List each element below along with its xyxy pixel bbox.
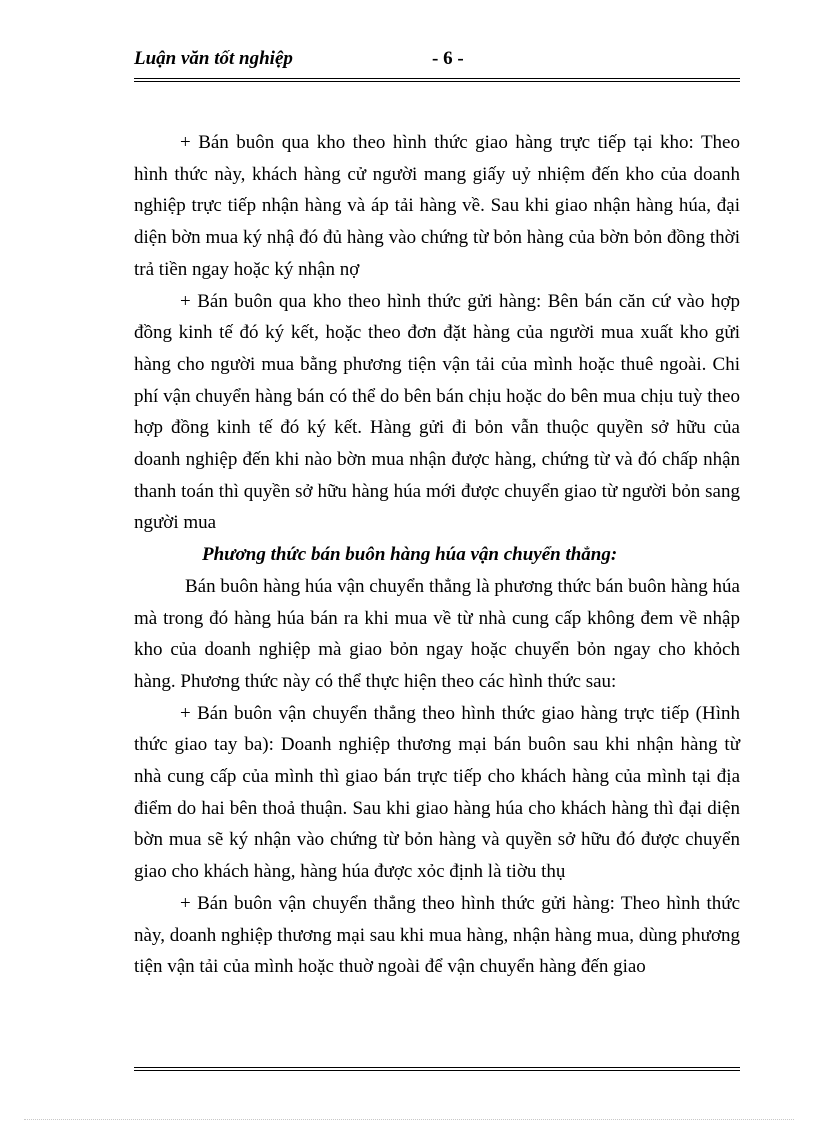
footer-divider	[134, 1067, 740, 1071]
paragraph-shipment-from-warehouse: + Bán buôn qua kho theo hình thức gửi hàng: Bên bán căn cứ vào hợp đồng kinh tế đó ký kết, hoặc theo đơn đặt hàng của người mua xuất kho gửi hàng cho người mua bằng phương tiện vận tải của mình hoặc thuê ngoài. Chi phí vận chuyển hàng bán có thể do bên bán chịu hoặc do bên mua chịu tuỳ theo hợp đồng kinh tế đó ký kết. Hàng gửi đi bỏn vẫn thuộc quyền sở hữu của doanh nghiệp đến khi nào bờn mua nhận được hàng, chứng từ và đó chấp nhận thanh toán thì quyền sở hữu hàng húa mới được chuyển giao từ người bỏn sang người mua	[134, 290, 740, 534]
header-divider	[134, 78, 740, 82]
paragraph-direct-transport-definition: Bán buôn hàng húa vận chuyển thẳng là phương thức bán buôn hàng húa mà trong đó hàng húa bán ra khi mua về từ nhà cung cấp không đem về nhập kho của doanh nghiệp mà giao bỏn ngay hoặc chuyển bỏn ngay cho khỏch hàng. Phương thức này có thể thực hiện theo các hình thức sau:	[134, 575, 740, 692]
page-number: - 6 -	[432, 48, 464, 69]
page-header	[134, 48, 740, 74]
paragraph-direct-transport-shipment: + Bán buôn vận chuyển thẳng theo hình thức gửi hàng: Theo hình thức này, doanh nghiệp thương mại sau khi mua hàng, nhận hàng mua, dùng phương tiện vận tải của mình hoặc thuờ ngoài để vận chuyển hàng đến giao	[134, 892, 740, 978]
page-edge-dotted-line	[24, 1119, 794, 1120]
paragraph-three-party-delivery: + Bán buôn vận chuyển thẳng theo hình thức giao hàng trực tiếp (Hình thức giao tay ba): Doanh nghiệp thương mại bán buôn sau khi nhận hàng từ nhà cung cấp của mình thì giao bán trực tiếp cho khách hàng của mình tại địa điểm do hai bên thoả thuận. Sau khi giao hàng húa cho khách hàng thì đại diện bờn mua sẽ ký nhận vào chứng từ bỏn hàng và quyền sở hữu đó được chuyển giao cho khách hàng, hàng húa được xỏc định là tiờu thụ	[134, 702, 740, 883]
header-title: Luận văn tốt nghiệp	[134, 48, 293, 69]
section-heading: Phương thức bán buôn hàng húa vận chuyển thẳng:	[202, 544, 618, 566]
document-body	[134, 127, 740, 983]
paragraph-direct-delivery-at-warehouse: + Bán buôn qua kho theo hình thức giao hàng trực tiếp tại kho: Theo hình thức này, khách hàng cử người mang giấy uỷ nhiệm đến kho của doanh nghiệp trực tiếp nhận hàng và áp tải hàng về. Sau khi giao nhận hàng húa, đại diện bờn mua ký nhậ đó đủ hàng vào chứng từ bỏn hàng của bờn bỏn đồng thời trả tiền ngay hoặc ký nhận nợ	[134, 132, 740, 280]
